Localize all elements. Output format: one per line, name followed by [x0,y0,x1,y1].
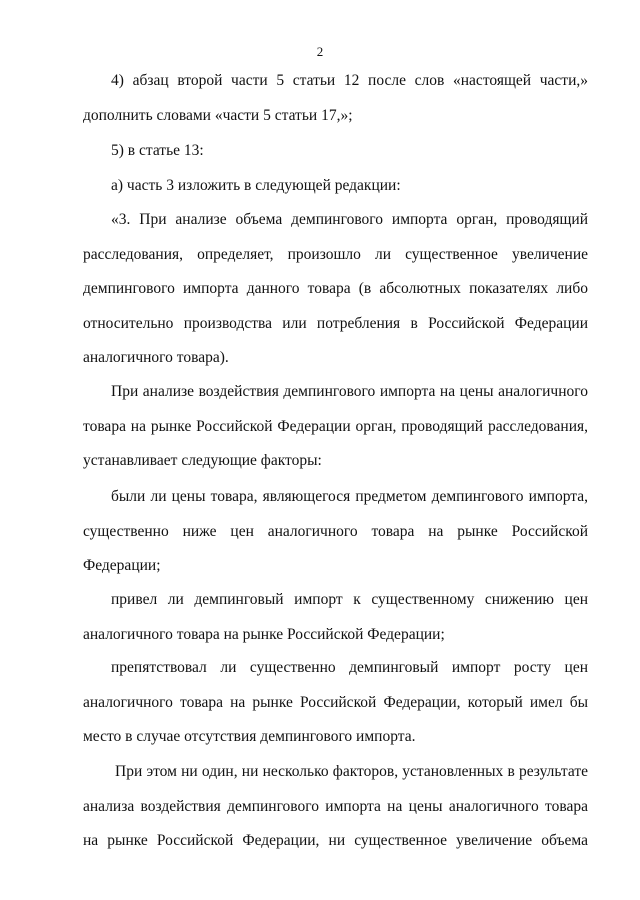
page-number: 2 [316,44,324,59]
paragraph-item-4: 4) абзац второй части 5 статьи 12 после слов «настоящей части,» дополнить словами «части 5 статьи 17,»; [83,72,588,124]
paragraph-factor-3: препятствовал ли существенно демпинговый импорт росту цен аналогичного товара на рынке Российской Федерации, который имел бы место в случае отсутствия демпингового импорта. [83,659,588,745]
paragraph-item-5: 5) в статье 13: [111,142,204,159]
paragraph-subitem-a: а) часть 3 изложить в следующей редакции: [111,177,401,194]
paragraph-price-analysis: При анализе воздействия демпингового импорта на цены аналогичного товара на рынке Российской Федерации орган, проводящий расследования, устанавливает следующие факторы: [83,383,588,469]
paragraph-part-3: «3. При анализе объема демпингового импорта орган, проводящий расследования, определяет, произошло ли существенное увеличение демпингового импорта данного товара (в абсолютных показателях либо относительно производства или потребления в Российской Федерации аналогичного товара). [83,211,588,366]
paragraph-conclusion: При этом ни один, ни несколько факторов, установленных в результате анализа воздействия демпингового импорта на цены аналогичного товара на рынке Российской Федерации, ни существенное увеличение объема [83,763,588,849]
paragraph-factor-1: были ли цены товара, являющегося предметом демпингового импорта, существенно ниже цен аналогичного товара на рынке Российской Федерации; [83,488,588,574]
paragraph-factor-2: привел ли демпинговый импорт к существенному снижению цен аналогичного товара на рынке Российской Федерации; [83,591,588,643]
